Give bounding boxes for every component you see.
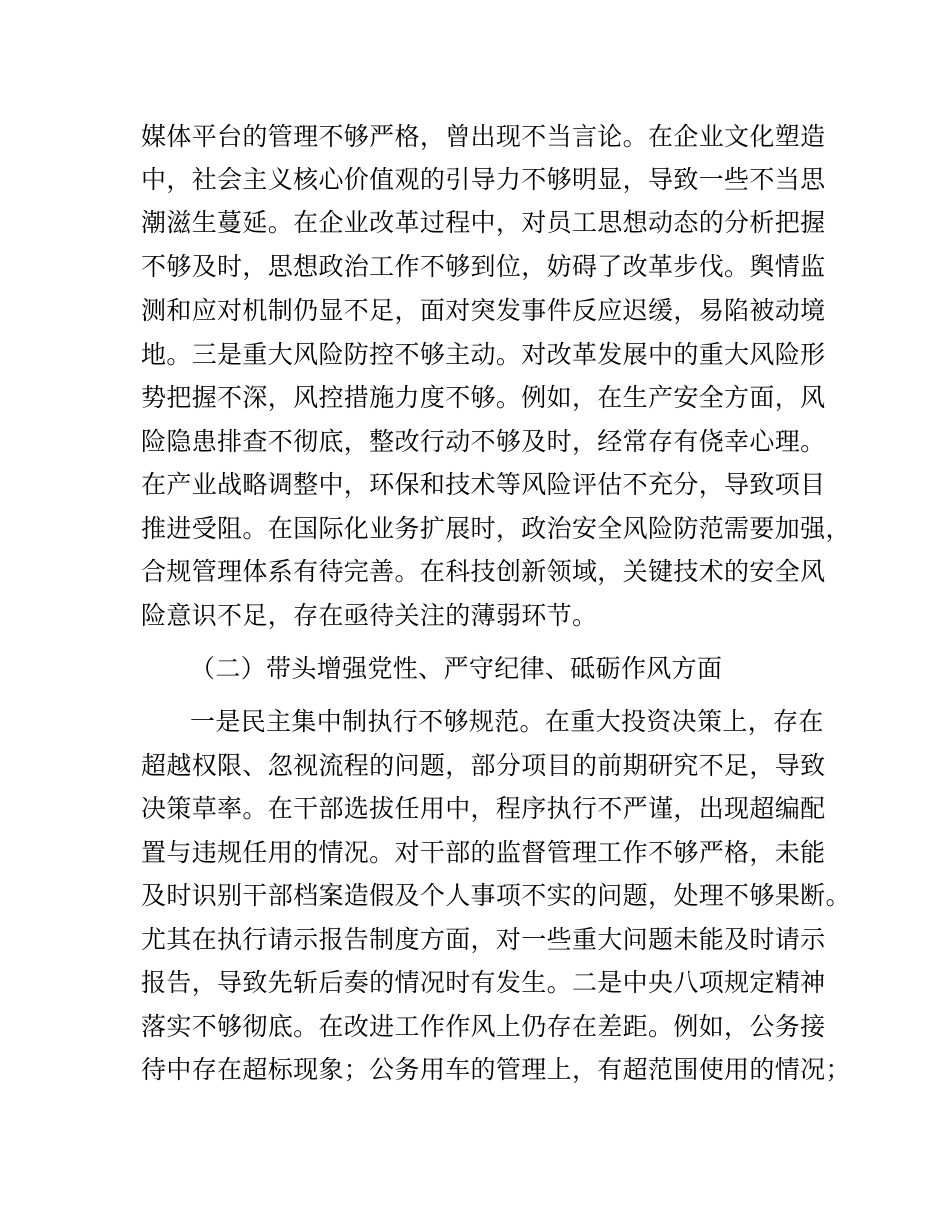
text-line: 超越权限、忽视流程的问题，部分项目的前期研究不足，导致: [141, 751, 826, 780]
text-line: 险隐患排查不彻底，整改行动不够及时，经常存有侥幸心理。: [141, 427, 826, 456]
text-line: 一是民主集中制执行不够规范。在重大投资决策上，存在: [190, 707, 824, 736]
text-line: 推进受阻。在国际化业务扩展时，政治安全风险防范需要加强，: [141, 514, 851, 543]
text-line: 险意识不足，存在亟待关注的薄弱环节。: [141, 601, 598, 630]
text-line: 测和应对机制仍显不足，面对突发事件反应迟缓，易陷被动境: [141, 296, 826, 325]
text-line: 中，社会主义核心价值观的引导力不够明显，导致一些不当思: [141, 165, 826, 194]
section-heading: （二）带头增强党性、严守纪律、砥砺作风方面: [190, 654, 723, 683]
text-line: 地。三是重大风险防控不够主动。对改革发展中的重大风险形: [141, 340, 826, 369]
text-line: 决策草率。在干部选拔任用中，程序执行不严谨，出现超编配: [141, 794, 826, 823]
text-line: 在产业战略调整中，环保和技术等风险评估不充分，导致项目: [141, 470, 826, 499]
text-line: 及时识别干部档案造假及个人事项不实的问题，处理不够果断。: [141, 881, 851, 910]
text-line: 媒体平台的管理不够严格，曾出现不当言论。在企业文化塑造: [141, 122, 826, 151]
text-line: 合规管理体系有待完善。在科技创新领域，关键技术的安全风: [141, 557, 826, 586]
text-line: 尤其在执行请示报告制度方面，对一些重大问题未能及时请示: [141, 925, 826, 954]
text-line: 潮滋生蔓延。在企业改革过程中，对员工思想动态的分析把握: [141, 208, 826, 237]
text-line: 置与违规任用的情况。对干部的监督管理工作不够严格，未能: [141, 838, 826, 867]
text-line: 势把握不深，风控措施力度不够。例如，在生产安全方面，风: [141, 383, 826, 412]
text-line: 不够及时，思想政治工作不够到位，妨碍了改革步伐。舆情监: [141, 252, 826, 281]
text-line: 待中存在超标现象；公务用车的管理上，有超范围使用的情况；: [141, 1055, 851, 1084]
text-line: 报告，导致先斩后奏的情况时有发生。二是中央八项规定精神: [141, 968, 826, 997]
text-line: 落实不够彻底。在改进工作作风上仍存在差距。例如，公务接: [141, 1012, 826, 1041]
